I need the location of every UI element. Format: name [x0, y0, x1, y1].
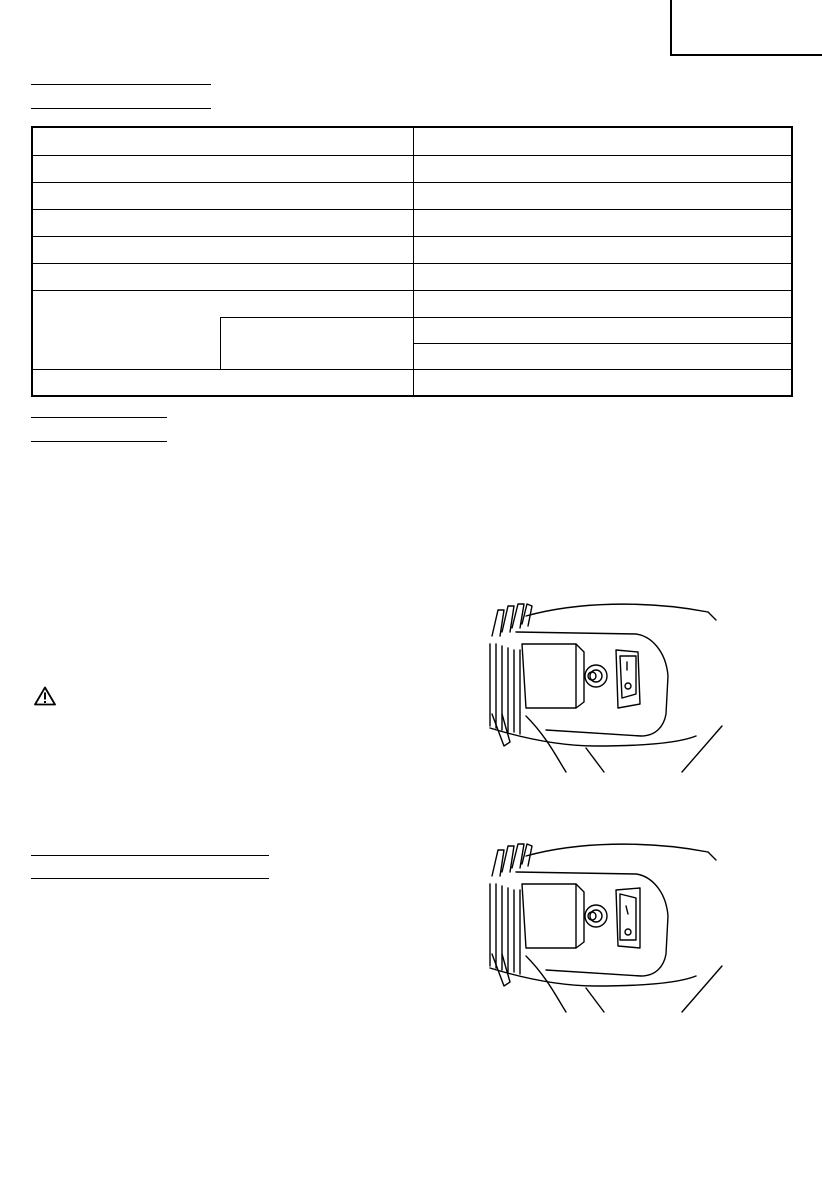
table-row-line [220, 317, 791, 318]
table-row-line [33, 290, 791, 291]
table-row-line [33, 263, 791, 264]
table-column-line [220, 317, 221, 369]
heading-underline [31, 878, 269, 879]
heading-underline [31, 108, 211, 109]
heading-underline [31, 84, 211, 85]
table-row-line [33, 236, 791, 237]
switch-on-illustration [486, 836, 726, 1014]
table-row-line [33, 182, 791, 183]
switch-off-illustration [486, 596, 726, 774]
table-column-line [413, 128, 414, 395]
heading-underline [31, 855, 269, 856]
table-row-line [33, 369, 791, 370]
table-row-line [33, 209, 791, 210]
language-tab [670, 0, 822, 56]
heading-underline [31, 417, 167, 418]
heading-underline [31, 441, 167, 442]
specifications-table [31, 126, 793, 397]
table-row-line [33, 155, 791, 156]
table-row-line [413, 343, 791, 344]
warning-triangle-icon [34, 686, 56, 706]
